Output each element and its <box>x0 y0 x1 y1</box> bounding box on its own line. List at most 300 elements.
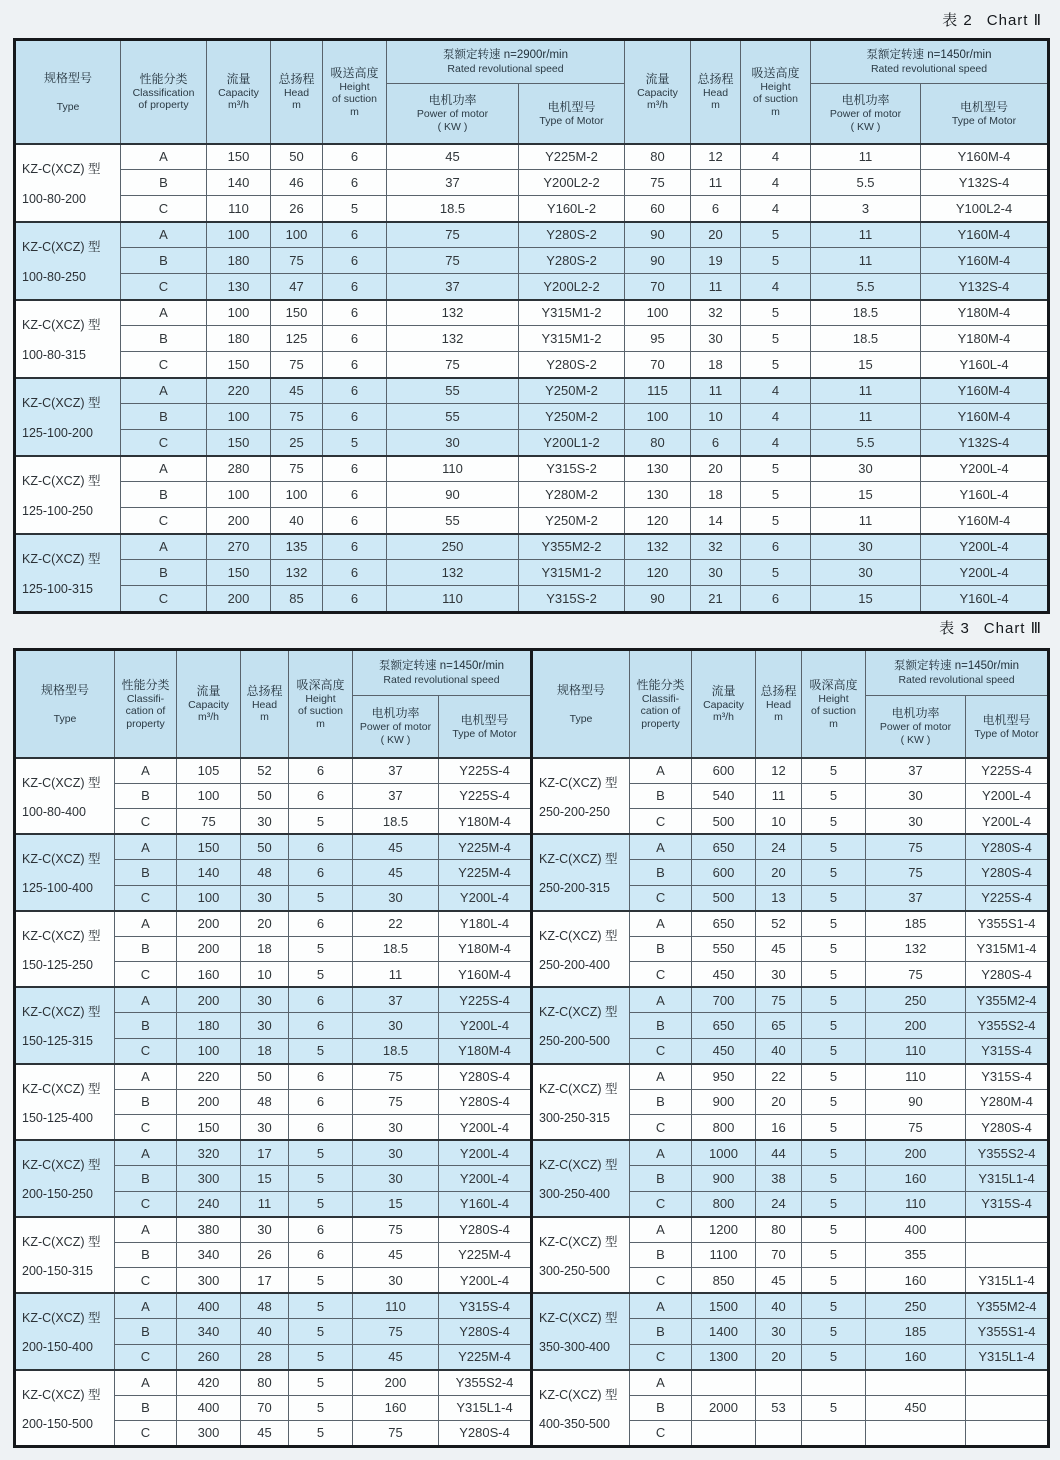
pump-type-cell <box>532 1293 630 1370</box>
cell-class: A <box>115 1064 177 1090</box>
col-power-header-line-0: 电机功率 <box>371 706 420 721</box>
cell-power-1450: 5.5 <box>811 274 921 300</box>
cell-power-1450: 30 <box>811 534 921 560</box>
cell-suction: 5 <box>289 1140 353 1166</box>
pump-type-cell <box>532 1064 630 1141</box>
cell-head-2900: 100 <box>271 222 323 248</box>
cell-head: 50 <box>241 834 289 860</box>
cell-class: A <box>115 758 177 784</box>
speed-1450-header-line-0: 泵额定转速 n=1450r/min <box>866 49 992 62</box>
col-capacity-header-line-1: Capacity <box>637 86 678 99</box>
table-row <box>15 378 1049 404</box>
pump-type-cell <box>15 1064 115 1141</box>
cell-class: C <box>115 1344 177 1370</box>
cell-power: 160 <box>866 1344 966 1370</box>
cell-head: 20 <box>756 860 802 886</box>
col-suction-header-line-2: of suction <box>332 93 377 105</box>
cell-capacity: 300 <box>177 1268 241 1294</box>
col-motor-header-line-0: 电机型号 <box>960 99 1009 114</box>
pump-type-wrap <box>16 145 120 221</box>
cell-motor: Y315M1-4 <box>966 936 1049 962</box>
cell-head-2900: 46 <box>271 170 323 196</box>
cell-capacity-2900: 100 <box>207 482 271 508</box>
cell-suction: 5 <box>802 860 866 886</box>
table3-pump-specs <box>13 648 1050 1448</box>
pump-type-cell <box>15 534 121 613</box>
col-power-header-line-0: 电机功率 <box>841 93 890 108</box>
cell-capacity: 500 <box>692 885 756 911</box>
cell-power: 30 <box>353 1115 439 1141</box>
cell-power-2900: 110 <box>387 456 519 482</box>
pump-type-cell <box>532 1217 630 1294</box>
cell-capacity-2900: 150 <box>207 352 271 378</box>
cell-motor-1450: Y160L-4 <box>921 352 1049 378</box>
cell-capacity: 800 <box>692 1191 756 1217</box>
cell-power: 450 <box>866 1395 966 1421</box>
cell-power: 11 <box>353 962 439 988</box>
col-class-header-line-3: property <box>126 717 165 730</box>
pump-size: 300-250-400 <box>539 1187 610 1202</box>
cell-suction: 5 <box>802 1115 866 1141</box>
cell-suction: 5 <box>802 1013 866 1039</box>
cell-motor: Y160L-4 <box>439 1191 532 1217</box>
cell-capacity-2900: 150 <box>207 560 271 586</box>
cell-motor: Y315S-4 <box>439 1293 532 1319</box>
pump-type-wrap <box>16 223 120 299</box>
cell-capacity: 100 <box>177 1038 241 1064</box>
pump-size: 150-125-400 <box>22 1110 93 1125</box>
col-power-header-line-1: Power of motor <box>879 721 952 734</box>
pump-size: 150-125-315 <box>22 1034 93 1049</box>
col-power-header-line-2: ( KW ) <box>900 733 931 746</box>
pump-model: KZ-C(XCZ) 型 <box>22 162 101 177</box>
cell-head-2900: 100 <box>271 482 323 508</box>
col-power-header-line-0: 电机功率 <box>891 706 940 721</box>
col-head-header-line-0: 总扬程 <box>246 683 283 698</box>
cell-motor: Y355S2-4 <box>966 1140 1049 1166</box>
col-capacity-header-line-1: Capacity <box>703 698 744 711</box>
pump-model: KZ-C(XCZ) 型 <box>22 1311 101 1326</box>
cell-head-2900: 132 <box>271 560 323 586</box>
cell-class: C <box>121 508 207 534</box>
table2-pump-specs <box>13 38 1050 614</box>
cell-class: C <box>630 1191 692 1217</box>
cell-power-1450: 11 <box>811 248 921 274</box>
col-head-header-line-2: m <box>260 711 269 724</box>
cell-motor-2900: Y200L2-2 <box>519 274 625 300</box>
pump-type-cell <box>15 378 121 456</box>
cell-head: 48 <box>241 860 289 886</box>
cell-head-1450: 32 <box>691 534 741 560</box>
col-type-header-line-1: Type <box>569 712 593 725</box>
cell-power: 200 <box>353 1370 439 1396</box>
cell-suction-2900: 6 <box>323 300 387 326</box>
cell-motor-2900: Y315M1-2 <box>519 300 625 326</box>
cell-capacity-2900: 270 <box>207 534 271 560</box>
cell-head: 15 <box>241 1166 289 1192</box>
cell-power-2900: 37 <box>387 170 519 196</box>
cell-capacity: 100 <box>177 783 241 809</box>
col-capacity-header <box>177 650 241 758</box>
cell-suction-2900: 5 <box>323 196 387 222</box>
cell-motor: Y200L-4 <box>439 1166 532 1192</box>
cell-power: 75 <box>353 1421 439 1447</box>
cell-power: 22 <box>353 911 439 937</box>
cell-head-1450: 32 <box>691 300 741 326</box>
cell-motor: Y355M2-4 <box>966 1293 1049 1319</box>
cell-head: 16 <box>756 1115 802 1141</box>
cell-motor <box>966 1217 1049 1243</box>
cell-class: A <box>115 1217 177 1243</box>
cell-motor: Y315S-4 <box>966 1064 1049 1090</box>
cell-motor: Y225S-4 <box>439 987 532 1013</box>
cell-capacity: 200 <box>177 936 241 962</box>
cell-suction: 5 <box>289 1038 353 1064</box>
cell-power: 30 <box>353 1013 439 1039</box>
col-suction-header-line-1: Height <box>305 692 336 705</box>
cell-head-2900: 26 <box>271 196 323 222</box>
cell-capacity: 1000 <box>692 1140 756 1166</box>
cell-power <box>866 1370 966 1396</box>
cell-power: 75 <box>866 860 966 886</box>
pump-type-wrap <box>533 912 629 986</box>
pump-model: KZ-C(XCZ) 型 <box>22 1005 101 1020</box>
cell-motor-1450: Y160L-4 <box>921 482 1049 508</box>
cell-capacity-1450: 90 <box>625 248 691 274</box>
pump-size: 125-100-315 <box>22 581 93 596</box>
cell-capacity-1450: 120 <box>625 508 691 534</box>
cell-capacity-1450: 75 <box>625 170 691 196</box>
cell-power: 30 <box>866 783 966 809</box>
cell-capacity: 1100 <box>692 1242 756 1268</box>
cell-suction: 5 <box>289 1395 353 1421</box>
cell-head: 11 <box>756 783 802 809</box>
cell-capacity: 650 <box>692 834 756 860</box>
cell-class: B <box>115 783 177 809</box>
cell-suction-1450: 4 <box>741 430 811 456</box>
cell-power-2900: 75 <box>387 352 519 378</box>
cell-head: 30 <box>756 962 802 988</box>
cell-suction: 6 <box>289 1089 353 1115</box>
cell-power-2900: 37 <box>387 274 519 300</box>
cell-power: 30 <box>353 1140 439 1166</box>
cell-suction: 5 <box>802 1089 866 1115</box>
pump-size: 125-100-400 <box>22 881 93 896</box>
cell-motor-1450: Y160M-4 <box>921 248 1049 274</box>
cell-power: 15 <box>353 1191 439 1217</box>
cell-power: 185 <box>866 911 966 937</box>
cell-suction: 5 <box>289 1293 353 1319</box>
cell-head: 17 <box>241 1268 289 1294</box>
col-motor-header-line-1: Type of Motor <box>951 114 1017 127</box>
cell-head-1450: 30 <box>691 560 741 586</box>
col-power-header-line-1: Power of motor <box>359 721 432 734</box>
cell-capacity-2900: 150 <box>207 144 271 170</box>
cell-suction-1450: 4 <box>741 274 811 300</box>
cell-motor: Y355S1-4 <box>966 1319 1049 1345</box>
col-capacity-header <box>207 40 271 144</box>
cell-head: 24 <box>756 1191 802 1217</box>
cell-head: 12 <box>756 758 802 784</box>
cell-head: 48 <box>241 1293 289 1319</box>
cell-class: A <box>115 911 177 937</box>
cell-head-1450: 11 <box>691 274 741 300</box>
cell-head: 17 <box>241 1140 289 1166</box>
cell-head: 70 <box>756 1242 802 1268</box>
cell-motor: Y315L1-4 <box>966 1268 1049 1294</box>
pump-size: 100-80-200 <box>22 191 86 206</box>
col-capacity-header-line-2: m³/h <box>713 711 735 724</box>
col-suction-header-line-3: m <box>350 105 359 118</box>
table-row <box>15 274 1049 300</box>
cell-power-1450: 18.5 <box>811 300 921 326</box>
cell-class: B <box>630 1013 692 1039</box>
table-row <box>15 534 1049 560</box>
cell-capacity: 160 <box>177 962 241 988</box>
cell-capacity: 220 <box>177 1064 241 1090</box>
pump-type-wrap <box>533 1294 629 1368</box>
cell-power-1450: 5.5 <box>811 170 921 196</box>
cell-power-1450: 5.5 <box>811 430 921 456</box>
cell-suction-2900: 5 <box>323 430 387 456</box>
cell-class: B <box>121 248 207 274</box>
cell-suction-2900: 6 <box>323 456 387 482</box>
header-row-1 <box>15 40 1049 84</box>
col-suction-header-line-0: 吸送高度 <box>751 65 800 80</box>
table-row <box>15 456 1049 482</box>
col-suction-header-line-1: Height <box>339 80 370 93</box>
cell-suction-2900: 6 <box>323 482 387 508</box>
cell-head: 20 <box>756 1089 802 1115</box>
cell-head: 30 <box>241 1115 289 1141</box>
cell-capacity: 500 <box>692 809 756 835</box>
cell-power-1450: 11 <box>811 222 921 248</box>
cell-capacity: 320 <box>177 1140 241 1166</box>
col-head-header-line-2: m <box>292 99 301 112</box>
pump-model: KZ-C(XCZ) 型 <box>539 928 618 943</box>
cell-class: C <box>630 809 692 835</box>
cell-head-1450: 19 <box>691 248 741 274</box>
cell-capacity: 400 <box>177 1293 241 1319</box>
col-power-header-line-2: ( KW ) <box>437 120 468 133</box>
cell-head: 30 <box>241 1013 289 1039</box>
cell-suction <box>802 1370 866 1396</box>
pump-type-wrap <box>533 1141 629 1215</box>
cell-capacity: 100 <box>177 885 241 911</box>
col-motor-header <box>966 696 1049 758</box>
cell-suction-2900: 6 <box>323 170 387 196</box>
cell-head: 20 <box>756 1344 802 1370</box>
cell-motor-2900: Y200L2-2 <box>519 170 625 196</box>
cell-motor-1450: Y160L-4 <box>921 586 1049 612</box>
cell-capacity-1450: 120 <box>625 560 691 586</box>
cell-class: A <box>121 378 207 404</box>
cell-head: 48 <box>241 1089 289 1115</box>
cell-suction: 5 <box>802 1293 866 1319</box>
col-capacity-header-line-0: 流量 <box>645 71 670 86</box>
pump-model: KZ-C(XCZ) 型 <box>539 1311 618 1326</box>
cell-suction-1450: 4 <box>741 404 811 430</box>
cell-suction: 6 <box>289 783 353 809</box>
cell-class: C <box>630 1344 692 1370</box>
cell-class: B <box>121 560 207 586</box>
cell-capacity-1450: 115 <box>625 378 691 404</box>
pump-type-wrap <box>16 1218 114 1292</box>
cell-motor-2900: Y250M-2 <box>519 508 625 534</box>
cell-capacity: 1300 <box>692 1344 756 1370</box>
cell-class: C <box>115 809 177 835</box>
table-row <box>15 248 1049 274</box>
cell-suction-2900: 6 <box>323 144 387 170</box>
cell-head-2900: 85 <box>271 586 323 612</box>
pump-type-cell <box>15 144 121 222</box>
col-head-header-line-0: 总扬程 <box>760 683 797 698</box>
cell-class: B <box>115 1395 177 1421</box>
cell-motor <box>966 1395 1049 1421</box>
cell-capacity: 450 <box>692 962 756 988</box>
col-head-header <box>271 40 323 144</box>
cell-capacity: 260 <box>177 1344 241 1370</box>
pump-size: 200-150-315 <box>22 1263 93 1278</box>
cell-suction: 5 <box>802 1038 866 1064</box>
cell-power-1450: 11 <box>811 378 921 404</box>
pump-model: KZ-C(XCZ) 型 <box>22 396 101 411</box>
cell-capacity: 700 <box>692 987 756 1013</box>
cell-motor: Y355S2-4 <box>966 1013 1049 1039</box>
col-suction-header <box>323 40 387 144</box>
cell-motor: Y315S-4 <box>966 1038 1049 1064</box>
pump-size: 250-200-400 <box>539 957 610 972</box>
table-row <box>15 1293 1049 1319</box>
cell-class: A <box>121 534 207 560</box>
cell-suction: 6 <box>289 1064 353 1090</box>
cell-suction: 5 <box>802 1166 866 1192</box>
cell-class: A <box>121 222 207 248</box>
pump-model: KZ-C(XCZ) 型 <box>22 318 101 333</box>
cell-head-1450: 20 <box>691 456 741 482</box>
cell-motor-1450: Y132S-4 <box>921 274 1049 300</box>
pump-model: KZ-C(XCZ) 型 <box>22 552 101 567</box>
cell-motor <box>966 1421 1049 1447</box>
cell-motor-1450: Y132S-4 <box>921 170 1049 196</box>
pump-type-cell <box>532 911 630 988</box>
table-row <box>15 1217 1049 1243</box>
col-class-header-line-0: 性能分类 <box>121 677 170 692</box>
cell-suction: 5 <box>802 1217 866 1243</box>
cell-suction: 5 <box>802 885 866 911</box>
col-capacity-header-line-2: m³/h <box>647 99 669 112</box>
cell-head-2900: 40 <box>271 508 323 534</box>
pump-size: 300-250-500 <box>539 1263 610 1278</box>
cell-suction: 6 <box>289 758 353 784</box>
table3-header <box>15 650 1049 758</box>
pump-type-wrap <box>16 912 114 986</box>
cell-motor: Y200L-4 <box>966 809 1049 835</box>
cell-capacity-2900: 140 <box>207 170 271 196</box>
cell-suction: 6 <box>289 987 353 1013</box>
cell-class: A <box>630 911 692 937</box>
col-suction-header-line-1: Height <box>760 80 791 93</box>
col-power-header <box>811 84 921 144</box>
cell-class: A <box>630 987 692 1013</box>
cell-capacity-1450: 100 <box>625 300 691 326</box>
col-suction-header-line-3: m <box>316 717 325 730</box>
col-suction-header-line-0: 吸深高度 <box>296 677 345 692</box>
cell-suction: 5 <box>289 809 353 835</box>
cell-class: B <box>630 1242 692 1268</box>
table2-header <box>15 40 1049 144</box>
pump-size: 300-250-315 <box>539 1110 610 1125</box>
table-row <box>15 987 1049 1013</box>
cell-power: 30 <box>866 809 966 835</box>
cell-class: A <box>121 300 207 326</box>
cell-capacity: 420 <box>177 1370 241 1396</box>
cell-capacity: 850 <box>692 1268 756 1294</box>
cell-motor-2900: Y250M-2 <box>519 404 625 430</box>
cell-capacity-2900: 220 <box>207 378 271 404</box>
cell-capacity: 105 <box>177 758 241 784</box>
cell-power: 250 <box>866 1293 966 1319</box>
cell-motor: Y315L1-4 <box>966 1344 1049 1370</box>
cell-power-2900: 75 <box>387 248 519 274</box>
cell-head: 52 <box>241 758 289 784</box>
pump-type-cell <box>532 987 630 1064</box>
col-power-header-line-0: 电机功率 <box>428 93 477 108</box>
col-head-header <box>241 650 289 758</box>
cell-capacity: 540 <box>692 783 756 809</box>
cell-head-2900: 75 <box>271 248 323 274</box>
cell-capacity: 200 <box>177 987 241 1013</box>
cell-motor: Y200L-4 <box>966 783 1049 809</box>
cell-head-1450: 30 <box>691 326 741 352</box>
cell-head: 30 <box>241 987 289 1013</box>
table-row <box>15 1370 1049 1396</box>
cell-head-1450: 18 <box>691 482 741 508</box>
pump-model: KZ-C(XCZ) 型 <box>539 1005 618 1020</box>
cell-power-1450: 15 <box>811 352 921 378</box>
cell-motor-1450: Y200L-4 <box>921 456 1049 482</box>
col-class-header-line-1: Classifi- <box>126 692 165 705</box>
cell-suction: 5 <box>802 987 866 1013</box>
cell-capacity: 180 <box>177 1013 241 1039</box>
cell-capacity-2900: 100 <box>207 404 271 430</box>
pump-model: KZ-C(XCZ) 型 <box>539 775 618 790</box>
cell-power-2900: 55 <box>387 404 519 430</box>
cell-class: C <box>630 1038 692 1064</box>
cell-suction: 5 <box>289 1191 353 1217</box>
table-row <box>15 430 1049 456</box>
col-class-header-line-0: 性能分类 <box>139 71 188 86</box>
cell-suction: 5 <box>802 758 866 784</box>
col-type-header <box>15 40 121 144</box>
cell-head: 45 <box>756 1268 802 1294</box>
cell-head: 80 <box>756 1217 802 1243</box>
cell-head: 18 <box>241 1038 289 1064</box>
col-capacity-header-line-1: Capacity <box>218 86 259 99</box>
col-capacity-header-line-2: m³/h <box>228 99 249 112</box>
col-suction-header-line-2: of suction <box>753 93 798 105</box>
cell-motor: Y200L-4 <box>439 1268 532 1294</box>
cell-class: A <box>630 1064 692 1090</box>
cell-head-2900: 45 <box>271 378 323 404</box>
pump-type-wrap <box>16 759 114 833</box>
col-class-header-line-3: property <box>641 717 680 730</box>
cell-head-2900: 50 <box>271 144 323 170</box>
cell-capacity-2900: 280 <box>207 456 271 482</box>
cell-head <box>756 1370 802 1396</box>
cell-capacity: 450 <box>692 1038 756 1064</box>
col-motor-header-line-0: 电机型号 <box>460 712 509 727</box>
